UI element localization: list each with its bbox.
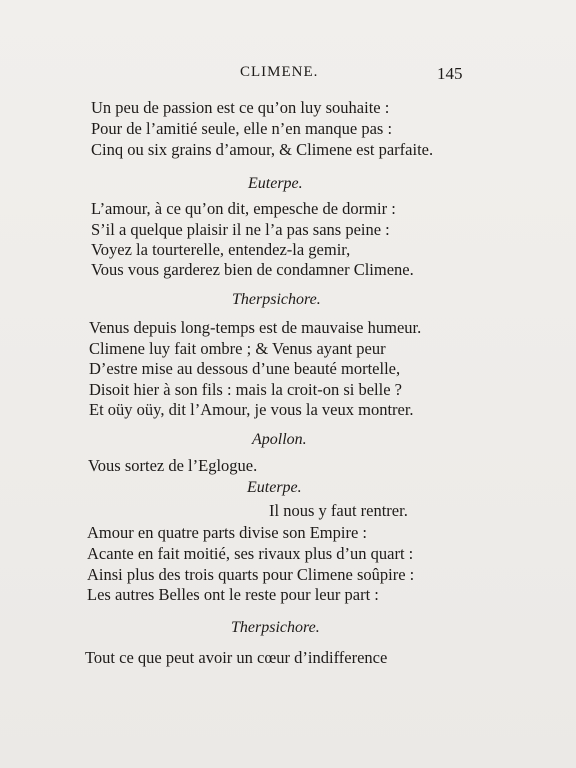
running-head-title: CLIMENE. [240,64,319,80]
verse-line: Vous sortez de l’Eglogue. [88,456,258,475]
verse-line: L’amour, à ce qu’on dit, empesche de dormir : [91,199,396,218]
verse-line: S’il a quelque plaisir il ne l’a pas sans peine : [91,220,390,239]
verse-line: Disoit hier à son fils : mais la croit-on si belle ? [89,380,402,399]
page-number: 145 [437,64,463,83]
verse-line: D’estre mise au dessous d’une beauté mortelle, [89,359,401,378]
speaker-name: Apollon. [252,431,307,448]
verse-line: Acante en fait moitié, ses rivaux plus d’un quart : [87,544,414,563]
verse-line: Un peu de passion est ce qu’on luy souhaite : [91,98,390,117]
verse-line: Cinq ou six grains d’amour, & Climene est parfaite. [91,140,434,159]
verse-line: Ainsi plus des trois quarts pour Climene soûpire : [87,565,415,584]
verse-line: Et oüy oüy, dit l’Amour, je vous la veux montrer. [89,400,414,419]
verse-line: Voyez la tourterelle, entendez-la gemir, [91,240,351,259]
verse-line: Climene luy fait ombre ; & Venus ayant peur [89,339,386,358]
speaker-name: Therpsichore. [231,619,320,636]
verse-line: Pour de l’amitié seule, elle n’en manque pas : [91,119,393,138]
verse-line: Venus depuis long-temps est de mauvaise humeur. [89,318,422,337]
speaker-name: Therpsichore. [232,291,321,308]
speaker-name: Euterpe. [247,479,302,496]
verse-line: Il nous y faut rentrer. [269,501,408,520]
verse-line: Les autres Belles ont le reste pour leur part : [87,585,379,604]
speaker-name: Euterpe. [248,175,303,192]
verse-line: Amour en quatre parts divise son Empire : [87,523,367,542]
verse-line: Tout ce que peut avoir un cœur d’indifference [85,648,388,667]
verse-line: Vous vous garderez bien de condamner Climene. [91,260,414,279]
